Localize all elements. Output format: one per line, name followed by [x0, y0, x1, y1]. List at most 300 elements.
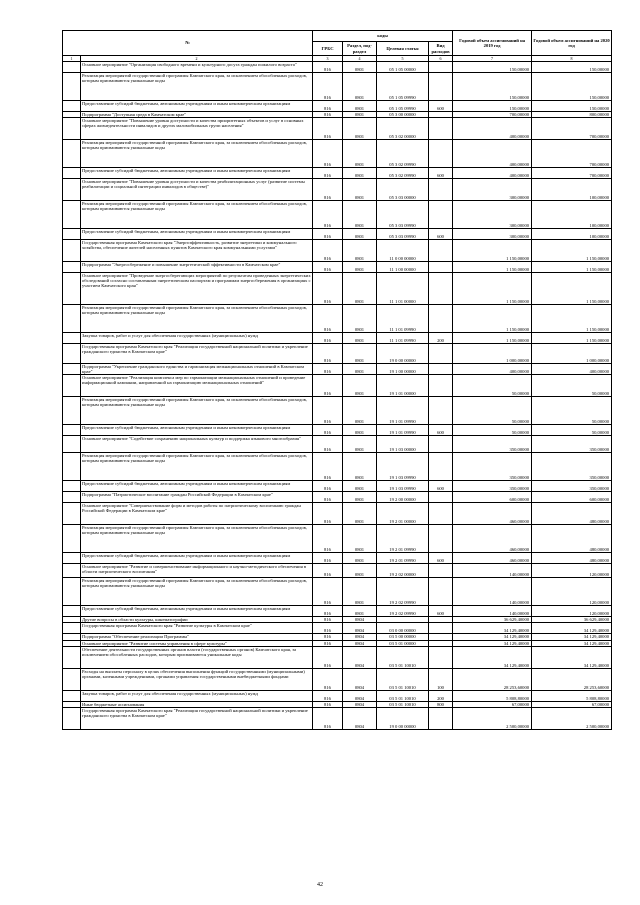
- row-amount-2020: 1 150,00000: [532, 305, 612, 333]
- row-csr: 05 1 05 09990: [377, 101, 429, 112]
- row-number-cell: [63, 646, 81, 668]
- row-number-cell: [63, 344, 81, 364]
- row-number-cell: [63, 201, 81, 229]
- row-amount-2020: 50,00000: [532, 375, 612, 397]
- row-amount-2019: 1 000,00000: [453, 344, 532, 364]
- row-amount-2019: 350,00000: [453, 481, 532, 492]
- row-vr: [429, 492, 453, 503]
- row-vr: 200: [429, 333, 453, 344]
- row-amount-2019: 600,00000: [453, 492, 532, 503]
- row-grbs: 816: [313, 646, 343, 668]
- row-description: Предоставление субсидий бюджетным, автономным учреждениям и иным некоммерческим организациям: [81, 425, 313, 436]
- row-description: Государственная программа Камчатского края "Реализация государственной национальной политики и укрепление гражданского единства в Камчатском крае": [81, 707, 313, 729]
- row-razdel: 0801: [343, 229, 377, 240]
- row-vr: [429, 623, 453, 634]
- row-amount-2020: 700,00000: [532, 118, 612, 140]
- row-description: Подпрограмма "Патриотическое воспитание граждан Российской Федерации в Камчатском крае": [81, 492, 313, 503]
- row-number-cell: [63, 623, 81, 634]
- colnum: 4: [343, 56, 377, 62]
- row-csr: 19 2 01 09990: [377, 553, 429, 564]
- row-description: Реализация мероприятий государственной программы Камчатского края, за исключением обособленных расходов, которым присваиваются уникальные коды: [81, 397, 313, 425]
- row-description: Подпрограмма "Доступная среда в Камчатском крае": [81, 112, 313, 118]
- table-row: [63, 623, 612, 634]
- row-razdel: 0804: [343, 690, 377, 701]
- row-description: Основное мероприятие "Организация свободного времени и культурного досуга граждан пожилого возраста": [81, 62, 313, 73]
- row-csr: 03 5 00 00000: [377, 634, 429, 640]
- row-description: Реализация мероприятий государственной программы Камчатского края, за исключением обособленных расходов, которым присваиваются уникальные коды: [81, 525, 313, 553]
- row-vr: [429, 707, 453, 729]
- row-amount-2020: 700,00000: [532, 168, 612, 179]
- row-vr: [429, 578, 453, 606]
- row-amount-2019: 400,00000: [453, 168, 532, 179]
- row-description: Реализация мероприятий государственной программы Камчатского края, за исключением обособленных расходов, которым присваиваются уникальные коды: [81, 140, 313, 168]
- row-grbs: 816: [313, 262, 343, 273]
- row-razdel: 0801: [343, 118, 377, 140]
- row-number-cell: [63, 481, 81, 492]
- row-grbs: 816: [313, 453, 343, 481]
- row-description: Основное мероприятие "Развитие и совершенствование информационного и научно-методического обеспечения в области патриотического воспитания": [81, 564, 313, 578]
- row-vr: 600: [429, 606, 453, 617]
- row-csr: 19 1 03 09990: [377, 453, 429, 481]
- colnum: 2: [81, 56, 313, 62]
- table-row: [63, 179, 612, 201]
- row-grbs: 816: [313, 606, 343, 617]
- row-razdel: 0801: [343, 375, 377, 397]
- row-number-cell: [63, 375, 81, 397]
- row-amount-2020: 150,00000: [532, 62, 612, 73]
- row-number-cell: [63, 179, 81, 201]
- table-row: [63, 140, 612, 168]
- row-amount-2020: 350,00000: [532, 453, 612, 481]
- row-amount-2020: 1 150,00000: [532, 262, 612, 273]
- row-amount-2020: 480,00000: [532, 553, 612, 564]
- row-razdel: 0804: [343, 668, 377, 690]
- table-row: [63, 578, 612, 606]
- row-number-cell: [63, 668, 81, 690]
- row-amount-2019: 5 808,80000: [453, 690, 532, 701]
- row-vr: [429, 201, 453, 229]
- row-amount-2020: 800,00000: [532, 112, 612, 118]
- row-vr: [429, 73, 453, 101]
- table-row: [63, 453, 612, 481]
- row-amount-2019: 460,00000: [453, 553, 532, 564]
- row-grbs: 816: [313, 690, 343, 701]
- row-description: Основное мероприятие "Проведение энергосберегающих мероприятий по результатам проведенных энергетических обследований согласно составленным энергетическим паспортам и программам энергосбережения в организациях с участием Камчатского края": [81, 273, 313, 305]
- colnum: 3: [313, 56, 343, 62]
- row-grbs: 816: [313, 305, 343, 333]
- row-csr: 11 0 00 00000: [377, 240, 429, 262]
- row-razdel: 0801: [343, 112, 377, 118]
- row-description: Реализация мероприятий государственной программы Камчатского края, за исключением обособленных расходов, которым присваиваются уникальные коды: [81, 578, 313, 606]
- row-amount-2020: 34 129,40000: [532, 640, 612, 646]
- row-description: Предоставление субсидий бюджетным, автономным учреждениям и иным некоммерческим организациям: [81, 481, 313, 492]
- row-csr: 11 1 01 09990: [377, 305, 429, 333]
- row-description: Подпрограмма "Укрепление гражданского единства и гармонизация межнациональных отношений в Камчатском крае": [81, 364, 313, 375]
- row-vr: 600: [429, 481, 453, 492]
- table-row: [63, 101, 612, 112]
- table-row: [63, 62, 612, 73]
- row-razdel: 0804: [343, 634, 377, 640]
- row-csr: 03 5 01 10010: [377, 690, 429, 701]
- row-description: Реализация мероприятий государственной программы Камчатского края, за исключением обособленных расходов, которым присваиваются уникальные коды: [81, 201, 313, 229]
- header-number: №: [63, 31, 313, 56]
- row-razdel: 0801: [343, 73, 377, 101]
- row-amount-2020: 100,00000: [532, 229, 612, 240]
- row-amount-2019: 1 150,00000: [453, 262, 532, 273]
- row-csr: 19 2 01 09990: [377, 525, 429, 553]
- row-amount-2020: 1 000,00000: [532, 344, 612, 364]
- row-vr: [429, 140, 453, 168]
- row-amount-2019: 350,00000: [453, 453, 532, 481]
- row-amount-2019: 50,00000: [453, 375, 532, 397]
- row-amount-2019: 36 629,40000: [453, 617, 532, 623]
- row-amount-2019: 700,00000: [453, 112, 532, 118]
- table-row: [63, 492, 612, 503]
- row-grbs: 816: [313, 397, 343, 425]
- row-razdel: 0801: [343, 273, 377, 305]
- row-csr: 03 5 01 00000: [377, 640, 429, 646]
- row-csr: 19 1 03 00000: [377, 436, 429, 453]
- row-razdel: 0804: [343, 701, 377, 707]
- row-razdel: 0801: [343, 168, 377, 179]
- row-amount-2019: 460,00000: [453, 503, 532, 525]
- row-csr: 19 1 00 00000: [377, 364, 429, 375]
- row-razdel: 0801: [343, 262, 377, 273]
- row-vr: [429, 273, 453, 305]
- row-amount-2020: 150,00000: [532, 73, 612, 101]
- row-description: Обеспечение деятельности государственных органов власти (государственных органов) Камчатского края, за исключением обособленных расходов, которым присваиваются уникальные коды: [81, 646, 313, 668]
- row-amount-2019: 140,00000: [453, 578, 532, 606]
- row-number-cell: [63, 273, 81, 305]
- row-grbs: 816: [313, 62, 343, 73]
- row-description: Предоставление субсидий бюджетным, автономным учреждениям и иным некоммерческим организациям: [81, 101, 313, 112]
- row-razdel: 0804: [343, 617, 377, 623]
- row-amount-2020: 120,00000: [532, 564, 612, 578]
- row-grbs: 816: [313, 425, 343, 436]
- table-row: [63, 201, 612, 229]
- row-amount-2019: 50,00000: [453, 397, 532, 425]
- row-number-cell: [63, 425, 81, 436]
- row-csr: 05 3 02 09990: [377, 140, 429, 168]
- table-row: [63, 229, 612, 240]
- table-row: [63, 564, 612, 578]
- row-number-cell: [63, 140, 81, 168]
- table-row: [63, 553, 612, 564]
- row-vr: [429, 503, 453, 525]
- row-grbs: 816: [313, 525, 343, 553]
- row-vr: 600: [429, 425, 453, 436]
- row-vr: 800: [429, 701, 453, 707]
- row-grbs: 816: [313, 492, 343, 503]
- table-row: [63, 668, 612, 690]
- table-row: [63, 646, 612, 668]
- row-amount-2019: 140,00000: [453, 606, 532, 617]
- row-razdel: 0801: [343, 364, 377, 375]
- row-csr: 11 1 01 09990: [377, 333, 429, 344]
- row-csr: 19 2 02 09990: [377, 578, 429, 606]
- row-number-cell: [63, 525, 81, 553]
- table-row: [63, 707, 612, 729]
- row-csr: 19 1 01 09990: [377, 397, 429, 425]
- row-description: Основное мероприятие "Повышение уровня доступности и качества реабилитационных услуг (развитие системы реабилитации и социальной интеграции инвалидов в обществе)": [81, 179, 313, 201]
- row-description: Государственная программа Камчатского края "Реализация государственной национальной политики и укрепление гражданского единства в Камчатском крае": [81, 344, 313, 364]
- row-description: Предоставление субсидий бюджетным, автономным учреждениям и иным некоммерческим организациям: [81, 229, 313, 240]
- table-row: [63, 333, 612, 344]
- row-amount-2020: 1 150,00000: [532, 333, 612, 344]
- table-row: [63, 262, 612, 273]
- page-number: 42: [317, 882, 323, 888]
- row-number-cell: [63, 240, 81, 262]
- row-amount-2019: 150,00000: [453, 101, 532, 112]
- row-vr: 100: [429, 668, 453, 690]
- row-csr: 19 0 00 00000: [377, 344, 429, 364]
- row-description: Другие вопросы в области культуры, кинематографии: [81, 617, 313, 623]
- row-amount-2020: 600,00000: [532, 492, 612, 503]
- row-grbs: 816: [313, 553, 343, 564]
- row-amount-2020: 28 253,60000: [532, 668, 612, 690]
- row-grbs: 816: [313, 481, 343, 492]
- row-number-cell: [63, 606, 81, 617]
- table-row: [63, 397, 612, 425]
- row-razdel: 0801: [343, 453, 377, 481]
- row-description: Основное мероприятие "Повышение уровня доступности и качества приоритетных объектов и услуг в основных сферах жизнедеятельности инвалидов и других маломобильных групп населения": [81, 118, 313, 140]
- row-grbs: 816: [313, 168, 343, 179]
- row-razdel: 0804: [343, 707, 377, 729]
- row-number-cell: [63, 62, 81, 73]
- row-grbs: 816: [313, 436, 343, 453]
- row-vr: 600: [429, 229, 453, 240]
- row-amount-2020: 67,00000: [532, 701, 612, 707]
- row-csr: 19 2 02 00000: [377, 564, 429, 578]
- row-csr: 05 3 02 09990: [377, 168, 429, 179]
- row-grbs: 816: [313, 273, 343, 305]
- row-csr: 19 0 00 00000: [377, 707, 429, 729]
- row-amount-2020: 2 500,00000: [532, 707, 612, 729]
- row-grbs: 816: [313, 229, 343, 240]
- row-amount-2020: 1 150,00000: [532, 273, 612, 305]
- row-grbs: 816: [313, 201, 343, 229]
- row-amount-2019: 1 150,00000: [453, 240, 532, 262]
- row-grbs: 816: [313, 701, 343, 707]
- row-amount-2019: 34 129,40000: [453, 640, 532, 646]
- row-csr: 19 1 01 00000: [377, 375, 429, 397]
- row-description: Основное мероприятие "Содействие сохранению национальных культур и поддержка языкового многообразия": [81, 436, 313, 453]
- row-amount-2020: 480,00000: [532, 503, 612, 525]
- row-amount-2019: 28 253,60000: [453, 668, 532, 690]
- row-amount-2020: 50,00000: [532, 425, 612, 436]
- row-amount-2020: 350,00000: [532, 481, 612, 492]
- row-vr: [429, 436, 453, 453]
- table-row: [63, 425, 612, 436]
- row-vr: [429, 62, 453, 73]
- row-amount-2019: 34 129,40000: [453, 623, 532, 634]
- table-row: [63, 364, 612, 375]
- row-vr: [429, 375, 453, 397]
- row-description: Реализация мероприятий государственной программы Камчатского края, за исключением обособленных расходов, которым присваиваются уникальные коды: [81, 305, 313, 333]
- row-amount-2019: 140,00000: [453, 564, 532, 578]
- row-amount-2020: 350,00000: [532, 436, 612, 453]
- row-amount-2020: 120,00000: [532, 578, 612, 606]
- table-row: [63, 168, 612, 179]
- row-csr: 11 1 00 00000: [377, 262, 429, 273]
- row-razdel: 0801: [343, 140, 377, 168]
- row-amount-2020: 34 129,40000: [532, 634, 612, 640]
- row-amount-2020: 34 129,40000: [532, 623, 612, 634]
- table-row: [63, 606, 612, 617]
- row-vr: [429, 344, 453, 364]
- row-amount-2019: 34 129,40000: [453, 634, 532, 640]
- row-amount-2019: 50,00000: [453, 425, 532, 436]
- row-razdel: 0801: [343, 201, 377, 229]
- row-csr: 03 5 01 10010: [377, 701, 429, 707]
- row-vr: 600: [429, 168, 453, 179]
- table-row: [63, 273, 612, 305]
- row-number-cell: [63, 73, 81, 101]
- row-number-cell: [63, 229, 81, 240]
- row-number-cell: [63, 364, 81, 375]
- row-amount-2019: 300,00000: [453, 229, 532, 240]
- row-amount-2020: 700,00000: [532, 140, 612, 168]
- row-razdel: 0801: [343, 240, 377, 262]
- table-row: [63, 73, 612, 101]
- row-number-cell: [63, 503, 81, 525]
- row-amount-2019: 400,00000: [453, 118, 532, 140]
- row-grbs: 816: [313, 333, 343, 344]
- row-amount-2019: 350,00000: [453, 436, 532, 453]
- row-number-cell: [63, 101, 81, 112]
- row-grbs: 816: [313, 617, 343, 623]
- row-number-cell: [63, 492, 81, 503]
- row-csr: 19 2 00 00000: [377, 492, 429, 503]
- table-row: [63, 481, 612, 492]
- row-description: Предоставление субсидий бюджетным, автономным учреждениям и иным некоммерческим организациям: [81, 168, 313, 179]
- row-amount-2020: 400,00000: [532, 364, 612, 375]
- row-csr: 19 1 01 09990: [377, 425, 429, 436]
- row-grbs: 816: [313, 623, 343, 634]
- row-number-cell: [63, 168, 81, 179]
- row-vr: 600: [429, 553, 453, 564]
- row-number-cell: [63, 453, 81, 481]
- row-description: Закупка товаров, работ и услуг для обеспечения государственных (муниципальных) нужд: [81, 690, 313, 701]
- row-description: Расходы на выплаты персоналу в целях обеспечения выполнения функций государственными (муниципальными) органами, казенными учреждениями, органами управления государственными внебюджетными фондами: [81, 668, 313, 690]
- row-description: Основное мероприятие "Реализация комплекса мер по гармонизации межнациональных отношений и проведение информационной кампании, направленной на гармонизацию межнациональных отношений": [81, 375, 313, 397]
- row-csr: 19 2 01 00000: [377, 503, 429, 525]
- row-number-cell: [63, 564, 81, 578]
- colnum: 5: [377, 56, 429, 62]
- colnum: 7: [453, 56, 532, 62]
- row-grbs: 816: [313, 344, 343, 364]
- table-row: [63, 240, 612, 262]
- row-amount-2019: 67,00000: [453, 701, 532, 707]
- row-number-cell: [63, 436, 81, 453]
- row-csr: 05 1 05 00000: [377, 62, 429, 73]
- row-number-cell: [63, 262, 81, 273]
- row-vr: [429, 397, 453, 425]
- row-number-cell: [63, 305, 81, 333]
- row-razdel: 0801: [343, 425, 377, 436]
- row-amount-2020: 120,00000: [532, 606, 612, 617]
- row-vr: [429, 305, 453, 333]
- row-description: Подпрограмма "Обеспечение реализации Программы": [81, 634, 313, 640]
- row-csr: 05 3 00 00000: [377, 112, 429, 118]
- row-razdel: 0801: [343, 62, 377, 73]
- row-razdel: 0801: [343, 436, 377, 453]
- row-amount-2019: 460,00000: [453, 525, 532, 553]
- row-amount-2019: 400,00000: [453, 364, 532, 375]
- row-csr: 05 3 03 09990: [377, 229, 429, 240]
- row-grbs: 816: [313, 564, 343, 578]
- row-amount-2019: 300,00000: [453, 201, 532, 229]
- row-amount-2020: 480,00000: [532, 525, 612, 553]
- row-razdel: 0801: [343, 481, 377, 492]
- row-amount-2020: 34 129,40000: [532, 646, 612, 668]
- row-csr: 05 3 02 00000: [377, 118, 429, 140]
- row-grbs: 816: [313, 101, 343, 112]
- row-vr: [429, 453, 453, 481]
- row-csr: 05 3 03 09990: [377, 201, 429, 229]
- row-description: Основное мероприятие "Совершенствование форм и методов работы по патриотическому воспитанию граждан Российской Федерации в Камчатском крае": [81, 503, 313, 525]
- row-vr: 200: [429, 690, 453, 701]
- row-number-cell: [63, 553, 81, 564]
- table-row: [63, 118, 612, 140]
- row-description: Предоставление субсидий бюджетным, автономным учреждениям и иным некоммерческим организациям: [81, 606, 313, 617]
- colnum: 1: [63, 56, 81, 62]
- row-razdel: 0804: [343, 623, 377, 634]
- row-number-cell: [63, 578, 81, 606]
- row-grbs: 816: [313, 668, 343, 690]
- row-amount-2019: 1 150,00000: [453, 305, 532, 333]
- row-grbs: 816: [313, 73, 343, 101]
- row-grbs: 816: [313, 364, 343, 375]
- table-row: [63, 375, 612, 397]
- table-row: [63, 344, 612, 364]
- row-razdel: 0801: [343, 492, 377, 503]
- row-description: Закупка товаров, работ и услуг для обеспечения государственных (муниципальных) нужд: [81, 333, 313, 344]
- row-csr: 19 2 02 09990: [377, 606, 429, 617]
- row-amount-2019: 2 500,00000: [453, 707, 532, 729]
- header-2019: Годовой объем ассигнований на 2019 год: [453, 31, 532, 56]
- row-csr: 19 1 03 09990: [377, 481, 429, 492]
- header-codes: коды: [313, 31, 453, 42]
- budget-table: [62, 30, 612, 730]
- row-grbs: 816: [313, 240, 343, 262]
- header-razdel: Раздел, под-раздел: [343, 42, 377, 56]
- row-vr: [429, 525, 453, 553]
- colnum: 6: [429, 56, 453, 62]
- row-amount-2019: 300,00000: [453, 179, 532, 201]
- row-csr: 05 3 03 00000: [377, 179, 429, 201]
- row-csr: 03 5 01 10010: [377, 668, 429, 690]
- row-razdel: 0801: [343, 503, 377, 525]
- row-vr: [429, 118, 453, 140]
- row-amount-2020: 1 150,00000: [532, 240, 612, 262]
- row-vr: [429, 240, 453, 262]
- row-grbs: 816: [313, 707, 343, 729]
- row-amount-2020: 150,00000: [532, 101, 612, 112]
- row-grbs: 816: [313, 179, 343, 201]
- row-description: Подпрограмма "Энергосбережение и повышение энергетической эффективности в Камчатском крае": [81, 262, 313, 273]
- row-razdel: 0801: [343, 578, 377, 606]
- row-amount-2020: 50,00000: [532, 397, 612, 425]
- row-number-cell: [63, 707, 81, 729]
- row-grbs: 816: [313, 140, 343, 168]
- row-razdel: 0801: [343, 179, 377, 201]
- row-amount-2019: 150,00000: [453, 73, 532, 101]
- table-row: [63, 525, 612, 553]
- header-2020: Годовой объем ассигнований на 2020 год: [532, 31, 612, 56]
- row-description: Государственная программа Камчатского края "Развитие культуры в Камчатском крае": [81, 623, 313, 634]
- row-grbs: 816: [313, 112, 343, 118]
